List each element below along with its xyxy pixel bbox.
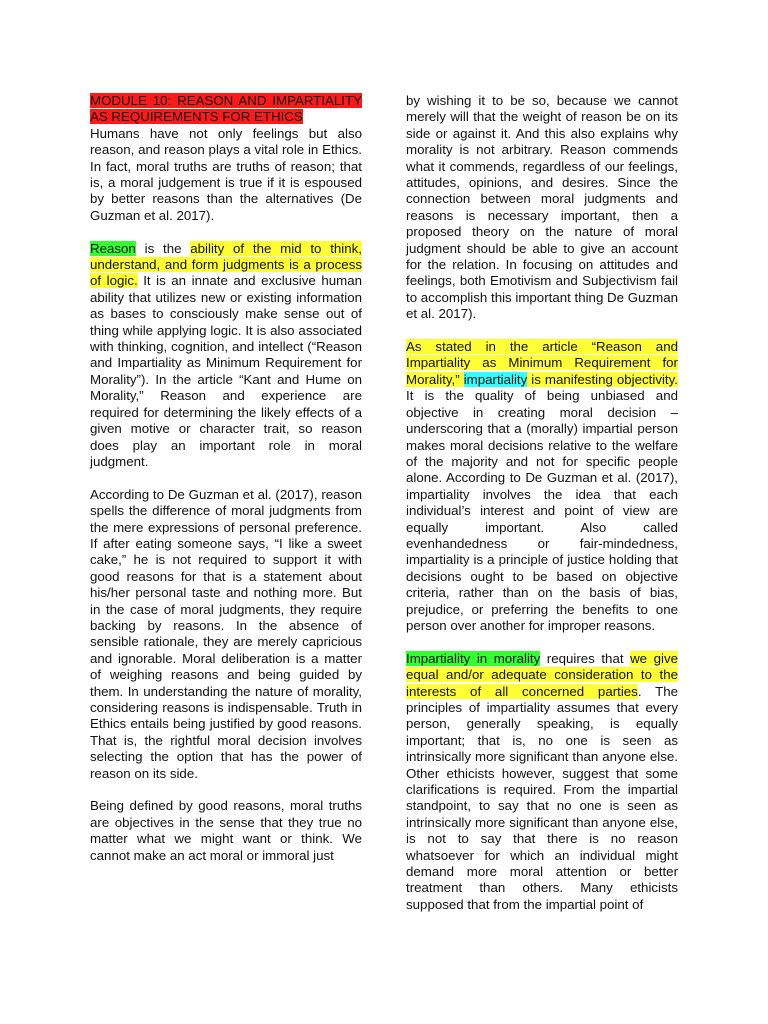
de-guzman-paragraph: According to De Guzman et al. (2017), reason spells the difference of moral judgments from the mere expressions of personal preference. If after eating someone says, “I like a sweet cake,” he is not required to support it with good reasons for that is a statement about his/her personal taste and nothing more. But in the case of moral judgments, they require backing by reasons. In the absence of sensible rationale, they are merely capricious and ignorable. Moral deliberation is a matter of weighing reasons and being guided by them. In understanding the nature of morality, considering reasons is indispensable. Truth in Ethics entails being justified by good reasons. That is, the rightful moral decision involves selecting the option that has the power of reason on its side. — [90, 486, 362, 781]
text-run: It is the quality of being unbiased and objective in creating moral decision – underscoring that a (morally) impartial person makes moral decisions relative to the welfare of the majority and not for specific people alone. According to De Guzman et al. (2017), impartiality involves the idea that each individual’s interest and point of view are equally important. Also called evenhandedness or fair-mindedness, impartiality is a principle of justice holding that decisions ought to be based on objective criteria, rather than on the basis of bias, prejudice, or preferring the benefits to one person over another for improper reasons. — [406, 388, 678, 633]
module-title-block — [90, 93, 362, 224]
impartiality-in-morality-paragraph — [406, 651, 678, 914]
text-run: . The principles of impartiality assumes that every person, generally speaking, is equally important; that is, no one is seen as intrinsically more significant than anyone else. Other ethicists however, suggest that some clarifications is required. From the impartial standpoint, to say that no one is seen as intrinsically more significant than anyone else, is not to say that there is no reason whatsoever for which an individual might demand more moral attention or better treatment than others. Many ethicists supposed that from the impartial point of — [406, 683, 679, 912]
continued-paragraph: by wishing it to be so, because we cannot merely will that the weight of reason be on its side or against it. And this also explains why morality is not arbitrary. Reason commends what it commends, regardless of our feelings, attitudes, opinions, and desires. Since the connection between moral judgments and reasons is necessary important, then a proposed theory on the nature of moral judgment should be able to give an account for the relation. In focusing on attitudes and feelings, both Emotivism and Subjectivism fail to accomplish this important thing De Guzman et al. 2017). — [406, 93, 678, 322]
highlight-objectivity: is manifesting objectivity. — [527, 371, 678, 387]
highlight-article-reference: As stated in the article “Reason and Impartiality as Minimum Requirement for Morality,” — [406, 339, 678, 387]
text-run: It is an innate and exclusive human ability that utilizes new or existing information as bases to consciously make sense out of thing while applying logic. It is also associated with thinking, cognition, and intellect (“Reason and Impartiality as Minimum Requirement for Morality”). In the article “Kant and Hume on Morality,” Reason and experience are required for determining the likely effects of a given motive or character trait, so reason does play an important role in moral judgment. — [90, 273, 362, 469]
text-run: requires that — [540, 650, 631, 666]
moral-truths-paragraph: Being defined by good reasons, moral truths are objectives in the sense that they true no matter what we might want or think. We cannot make an act moral or immoral just — [90, 798, 362, 863]
impartiality-paragraph — [406, 339, 678, 634]
left-column — [90, 93, 362, 880]
right-column — [406, 93, 678, 930]
reason-definition-paragraph — [90, 241, 362, 471]
module-title: MODULE 10: REASON AND IMPARTIALITY AS REQUIREMENTS FOR ETHICS — [90, 93, 362, 125]
intro-paragraph: Humans have not only feelings but also reason, and reason plays a vital role in Ethics. In fact, moral truths are truths of reason; that is, a moral judgement is true if it is espoused by better reasons than the alternatives (De Guzman et al. 2017). — [90, 125, 362, 223]
highlight-reason-definition: ability of the mid to think, understand, and form judgments is a process of logic. — [90, 240, 363, 289]
highlight-impartiality-in-morality: Impartiality in morality — [406, 650, 541, 666]
highlight-reason: Reason — [90, 240, 136, 256]
text-run: is the — [135, 240, 191, 256]
highlight-equal-consideration: we give equal and/or adequate consideration to the interests of all concerned parties — [406, 650, 678, 699]
highlight-impartiality: impartiality — [463, 371, 528, 387]
